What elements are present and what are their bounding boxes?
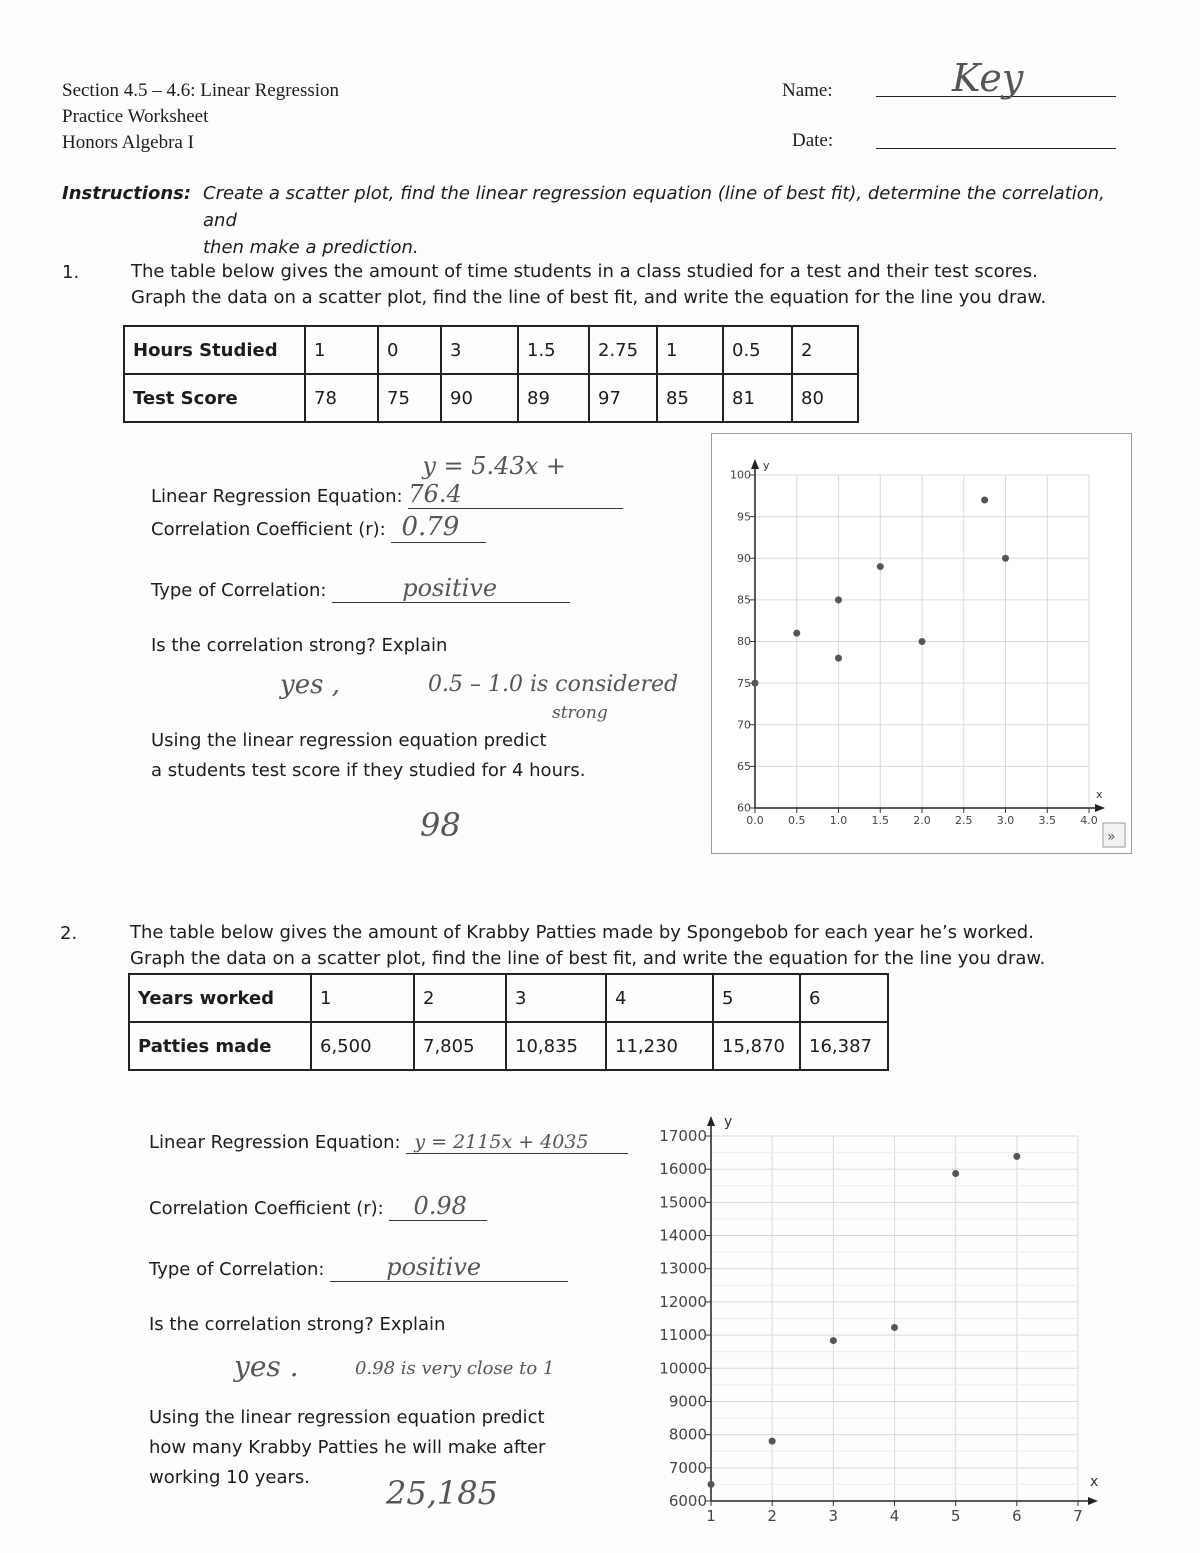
table-cell: 3: [441, 326, 518, 374]
q1-type-answer: positive: [402, 574, 498, 602]
data-point: [919, 638, 926, 645]
name-value: Key: [952, 56, 1024, 100]
y-tick-label: 9000: [668, 1392, 707, 1411]
data-point: [769, 1438, 776, 1445]
q2-predict-line-3: working 10 years.: [149, 1467, 310, 1488]
q2-prompt-line-1: The table below gives the amount of Krabby Patties made by Spongebob for each year he’s worked.: [130, 922, 1034, 943]
row-header-years: Years worked: [129, 974, 311, 1022]
table-cell: 81: [723, 374, 792, 422]
y-tick-label: 13000: [659, 1259, 707, 1278]
data-point: [1002, 555, 1009, 562]
y-tick-label: 90: [737, 551, 751, 565]
x-axis-label: x: [1096, 788, 1103, 801]
q1-strong-answer-b: 0.5 – 1.0 is considered: [428, 672, 679, 697]
q2-r-label: Correlation Coefficient (r):: [149, 1198, 384, 1219]
table-cell: 11,230: [606, 1022, 713, 1070]
x-tick-label: 0.0: [746, 814, 764, 827]
q1-prompt: [131, 259, 1131, 311]
q1-predict-line-1: Using the linear regression equation predict: [151, 730, 547, 751]
q1-prompt-line-1: The table below gives the amount of time students in a class studied for a test and their test scores.: [131, 261, 1038, 282]
table-cell: 6: [800, 974, 888, 1022]
q1-predict-line-2: a students test score if they studied for 4 hours.: [151, 760, 586, 781]
q1-r-blank: [391, 512, 486, 543]
x-tick-label: 4.0: [1080, 814, 1098, 827]
y-tick-label: 14000: [659, 1226, 707, 1245]
q1-regression-row: [151, 452, 623, 509]
q2-strong-answer-b: 0.98 is very close to 1: [355, 1358, 555, 1379]
worksheet-header: [62, 78, 339, 156]
q2-type-row: [149, 1253, 568, 1282]
x-tick-label: 1.5: [871, 814, 889, 827]
x-tick-label: 0.5: [788, 814, 806, 827]
data-point: [877, 563, 884, 570]
q2-r-answer: 0.98: [413, 1192, 467, 1220]
q2-type-blank: [330, 1253, 568, 1282]
y-tick-label: 6000: [668, 1492, 707, 1510]
table-cell: 1: [657, 326, 723, 374]
q2-predict-line-2: how many Krabby Patties he will make after: [149, 1437, 546, 1458]
instructions-line-2: then make a prediction.: [203, 237, 419, 258]
q1-data-table: [123, 325, 859, 423]
data-point: [708, 1481, 715, 1488]
name-label: Name:: [782, 80, 833, 101]
table-cell: 16,387: [800, 1022, 888, 1070]
table-cell: 6,500: [311, 1022, 414, 1070]
table-cell: 7,805: [414, 1022, 506, 1070]
q1-r-answer: 0.79: [401, 512, 460, 542]
x-tick-label: 2.0: [913, 814, 931, 827]
table-cell: 2: [792, 326, 858, 374]
x-axis-label: x: [1090, 1474, 1099, 1490]
table-cell: 2: [414, 974, 506, 1022]
data-point: [835, 596, 842, 603]
q1-strong-answer-a: yes ,: [280, 670, 340, 700]
x-tick-label: 2: [767, 1507, 777, 1525]
data-point: [793, 630, 800, 637]
q2-regression-answer: y = 2115x + 4035: [414, 1131, 589, 1153]
y-tick-label: 11000: [659, 1326, 707, 1345]
q1-type-blank: [332, 574, 570, 603]
table-cell: 10,835: [506, 1022, 606, 1070]
date-label: Date:: [792, 130, 834, 151]
x-tick-label: 3.0: [996, 814, 1015, 827]
y-tick-label: 85: [737, 593, 751, 607]
q2-regression-label: Linear Regression Equation:: [149, 1132, 401, 1153]
q1-predict-answer: 98: [420, 806, 461, 844]
table-cell: 4: [606, 974, 713, 1022]
q2-strong-answer-a: yes .: [234, 1350, 299, 1383]
q1-regression-answer: y = 5.43x + 76.4: [408, 452, 566, 508]
q1-predict-prompt: [151, 726, 585, 786]
table-cell: 78: [305, 374, 378, 422]
data-point: [952, 1170, 959, 1177]
table-cell: 15,870: [713, 1022, 800, 1070]
q2-regression-row: [149, 1131, 628, 1154]
q2-prompt: [130, 920, 1130, 972]
course-name: Honors Algebra I: [62, 132, 194, 153]
y-tick-label: 10000: [659, 1359, 707, 1378]
row-header-patties: Patties made: [129, 1022, 311, 1070]
table-row: [129, 974, 888, 1022]
y-axis-label: y: [763, 459, 770, 472]
data-point: [891, 1324, 898, 1331]
chart-grid: [711, 1136, 1078, 1501]
q1-r-row: [151, 512, 486, 543]
data-point: [752, 680, 759, 687]
data-point: [1013, 1153, 1020, 1160]
x-tick-label: 3.5: [1038, 814, 1056, 827]
table-cell: 80: [792, 374, 858, 422]
y-tick-label: 8000: [668, 1425, 707, 1444]
table-cell: 97: [589, 374, 657, 422]
table-cell: 75: [378, 374, 441, 422]
q2-data-table: [128, 973, 889, 1071]
data-point: [830, 1337, 837, 1344]
y-tick-label: 60: [737, 801, 751, 815]
q2-number: 2.: [60, 923, 78, 944]
x-axis-arrow: [1088, 1497, 1098, 1505]
table-cell: 2.75: [589, 326, 657, 374]
q1-type-label: Type of Correlation:: [151, 580, 327, 601]
q1-strong-label: Is the correlation strong? Explain: [151, 635, 448, 656]
x-tick-label: 2.5: [955, 814, 973, 827]
row-header-score: Test Score: [124, 374, 305, 422]
section-title: Section 4.5 – 4.6: Linear Regression: [62, 80, 340, 101]
instructions-label: Instructions:: [62, 183, 192, 204]
table-cell: 3: [506, 974, 606, 1022]
data-point: [981, 496, 988, 503]
q2-type-answer: positive: [386, 1253, 482, 1281]
q2-predict-answer: 25,185: [386, 1474, 498, 1512]
table-cell: 90: [441, 374, 518, 422]
chart-ticks: [659, 1127, 1082, 1525]
q1-strong-answer-c: strong: [552, 703, 608, 723]
x-tick-label: 6: [1012, 1507, 1022, 1525]
data-point: [835, 655, 842, 662]
table-row: [124, 374, 858, 422]
x-tick-label: 7: [1073, 1507, 1083, 1525]
q1-r-label: Correlation Coefficient (r):: [151, 519, 386, 540]
q2-prompt-line-2: Graph the data on a scatter plot, find the line of best fit, and write the equation for the line you draw.: [130, 948, 1046, 969]
chart-points: [708, 1153, 1021, 1488]
instructions-line-1: Create a scatter plot, find the linear regression equation (line of best fit), determine the correlation, and: [203, 183, 1105, 231]
y-tick-label: 95: [737, 510, 751, 524]
chart-axes: [707, 1116, 1098, 1505]
table-cell: 0: [378, 326, 441, 374]
y-tick-label: 100: [730, 468, 751, 482]
table-row: [124, 326, 858, 374]
worksheet-subtitle: Practice Worksheet: [62, 106, 209, 127]
q1-number: 1.: [62, 262, 80, 283]
table-row: [129, 1022, 888, 1070]
q2-strong-label: Is the correlation strong? Explain: [149, 1314, 446, 1335]
q1-regression-label: Linear Regression Equation:: [151, 486, 403, 507]
y-tick-label: 65: [737, 760, 751, 774]
y-tick-label: 80: [737, 635, 751, 649]
y-tick-label: 70: [737, 718, 751, 732]
x-tick-label: 5: [950, 1507, 961, 1525]
y-tick-label: 15000: [659, 1193, 707, 1212]
x-tick-label: 1.0: [829, 814, 848, 827]
q1-prompt-line-2: Graph the data on a scatter plot, find the line of best fit, and write the equation for the line you draw.: [131, 287, 1047, 308]
q1-regression-blank: [408, 452, 623, 509]
instructions-text: [203, 180, 1123, 261]
table-cell: 1: [311, 974, 414, 1022]
q2-r-blank: [389, 1192, 487, 1221]
y-tick-label: 16000: [659, 1160, 707, 1179]
chevron-double-down-icon[interactable]: »: [1107, 829, 1116, 845]
x-tick-label: 3: [828, 1507, 839, 1525]
y-tick-label: 17000: [659, 1127, 707, 1145]
table-cell: 89: [518, 374, 589, 422]
y-tick-label: 75: [737, 676, 751, 690]
x-tick-label: 4: [889, 1507, 900, 1525]
table-cell: 5: [713, 974, 800, 1022]
date-underline: [876, 148, 1116, 149]
y-tick-label: 7000: [668, 1458, 707, 1477]
table-cell: 85: [657, 374, 723, 422]
q2-predict-line-1: Using the linear regression equation predict: [149, 1407, 545, 1428]
q2-r-row: [149, 1192, 487, 1221]
table-cell: 0.5: [723, 326, 792, 374]
x-tick-label: 1: [706, 1507, 716, 1525]
y-tick-label: 12000: [659, 1292, 707, 1311]
q2-type-label: Type of Correlation:: [149, 1259, 325, 1280]
table-cell: 1.5: [518, 326, 589, 374]
q2-regression-blank: [406, 1131, 628, 1154]
q1-scatter-chart: [711, 433, 1132, 854]
table-cell: 1: [305, 326, 378, 374]
q2-scatter-chart: [640, 1108, 1110, 1533]
q1-type-row: [151, 574, 570, 603]
y-axis-arrow: [707, 1116, 715, 1126]
row-header-hours: Hours Studied: [124, 326, 305, 374]
y-axis-label: y: [724, 1114, 733, 1130]
